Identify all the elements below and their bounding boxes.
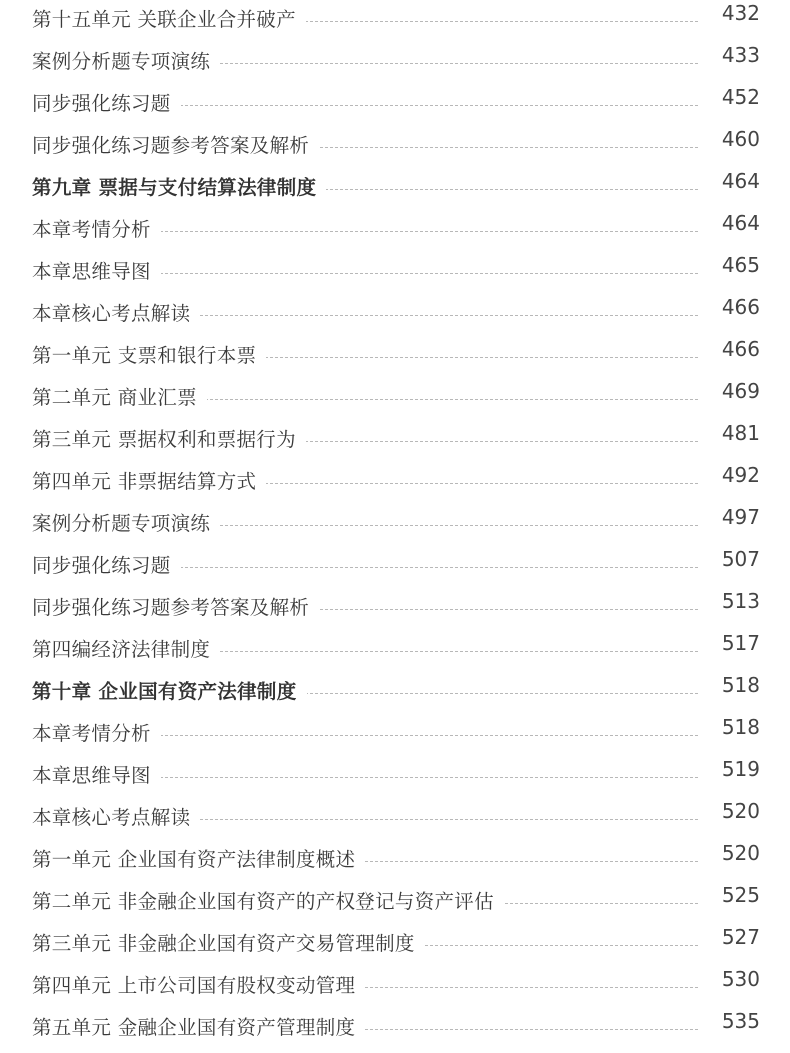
toc-row[interactable] (0, 1008, 790, 1050)
toc-entry-title: 第二单元 商业汇票 (32, 384, 207, 412)
toc-entry-title: 本章思维导图 (32, 762, 161, 790)
toc-page-number: 535 (721, 1009, 760, 1033)
toc-row[interactable] (0, 462, 790, 504)
toc-row[interactable] (0, 798, 790, 840)
toc-row[interactable] (0, 924, 790, 966)
toc-entry-title: 同步强化练习题 (32, 552, 181, 580)
toc-row[interactable] (0, 966, 790, 1008)
toc-entry-title: 第四单元 上市公司国有股权变动管理 (32, 972, 365, 1000)
toc-page-number: 527 (721, 925, 760, 949)
toc-entry-title: 第三单元 票据权利和票据行为 (32, 426, 306, 454)
toc-chapter-row[interactable] (0, 168, 790, 210)
toc-page-number: 469 (721, 379, 760, 403)
toc-entry-title: 同步强化练习题参考答案及解析 (32, 132, 319, 160)
toc-page-number: 465 (721, 253, 760, 277)
toc-row[interactable] (0, 378, 790, 420)
toc-page-number: 460 (721, 127, 760, 151)
toc-page-number: 452 (721, 85, 760, 109)
toc-page-number: 433 (721, 43, 760, 67)
toc-entry-title: 案例分析题专项演练 (32, 48, 220, 76)
toc-row[interactable] (0, 630, 790, 672)
toc-entry-title: 第四编经济法律制度 (32, 636, 220, 664)
toc-entry-title: 案例分析题专项演练 (32, 510, 220, 538)
toc-page-number: 492 (721, 463, 760, 487)
toc-row[interactable] (0, 84, 790, 126)
toc-page-number: 518 (721, 715, 760, 739)
toc-chapter-title: 第九章 票据与支付结算法律制度 (32, 174, 326, 202)
toc-page-number: 520 (721, 799, 760, 823)
toc-entry-title: 第十五单元 关联企业合并破产 (32, 6, 306, 34)
toc-row[interactable] (0, 588, 790, 630)
toc-row[interactable] (0, 126, 790, 168)
toc-row[interactable] (0, 0, 790, 42)
toc-row[interactable] (0, 840, 790, 882)
toc-entry-title: 第五单元 金融企业国有资产管理制度 (32, 1014, 365, 1042)
toc-entry-title: 同步强化练习题参考答案及解析 (32, 594, 319, 622)
toc-entry-title: 第一单元 支票和银行本票 (32, 342, 266, 370)
toc-page-number: 466 (721, 337, 760, 361)
toc-entry-title: 第三单元 非金融企业国有资产交易管理制度 (32, 930, 425, 958)
toc-page-number: 525 (721, 883, 760, 907)
toc-row[interactable] (0, 42, 790, 84)
toc-chapter-row[interactable] (0, 672, 790, 714)
toc-chapter-title: 第十章 企业国有资产法律制度 (32, 678, 307, 706)
toc-entry-title: 本章核心考点解读 (32, 804, 200, 832)
toc-page-number: 497 (721, 505, 760, 529)
toc-entry-title: 同步强化练习题 (32, 90, 181, 118)
toc-page-number: 466 (721, 295, 760, 319)
toc-row[interactable] (0, 546, 790, 588)
toc-row[interactable] (0, 210, 790, 252)
toc-row[interactable] (0, 882, 790, 924)
toc-page-number: 464 (721, 211, 760, 235)
toc-entry-title: 第二单元 非金融企业国有资产的产权登记与资产评估 (32, 888, 504, 916)
toc-entry-title: 本章考情分析 (32, 216, 161, 244)
toc-page-number: 507 (721, 547, 760, 571)
toc-page-number: 519 (721, 757, 760, 781)
toc-entry-title: 第一单元 企业国有资产法律制度概述 (32, 846, 365, 874)
toc-page-number: 517 (721, 631, 760, 655)
toc-entry-title: 本章思维导图 (32, 258, 161, 286)
toc-page-number: 520 (721, 841, 760, 865)
toc-page-number: 464 (721, 169, 760, 193)
toc-row[interactable] (0, 504, 790, 546)
toc-entry-title: 本章考情分析 (32, 720, 161, 748)
toc-page-number: 432 (721, 1, 760, 25)
toc-entry-title: 本章核心考点解读 (32, 300, 200, 328)
toc-entry-title: 第四单元 非票据结算方式 (32, 468, 266, 496)
toc-row[interactable] (0, 252, 790, 294)
toc-row[interactable] (0, 294, 790, 336)
toc-row[interactable] (0, 420, 790, 462)
toc-page-number: 518 (721, 673, 760, 697)
toc-row[interactable] (0, 756, 790, 798)
toc-row[interactable] (0, 714, 790, 756)
toc-page-number: 513 (721, 589, 760, 613)
toc-page-number: 530 (721, 967, 760, 991)
toc-page-number: 481 (721, 421, 760, 445)
toc-row[interactable] (0, 336, 790, 378)
